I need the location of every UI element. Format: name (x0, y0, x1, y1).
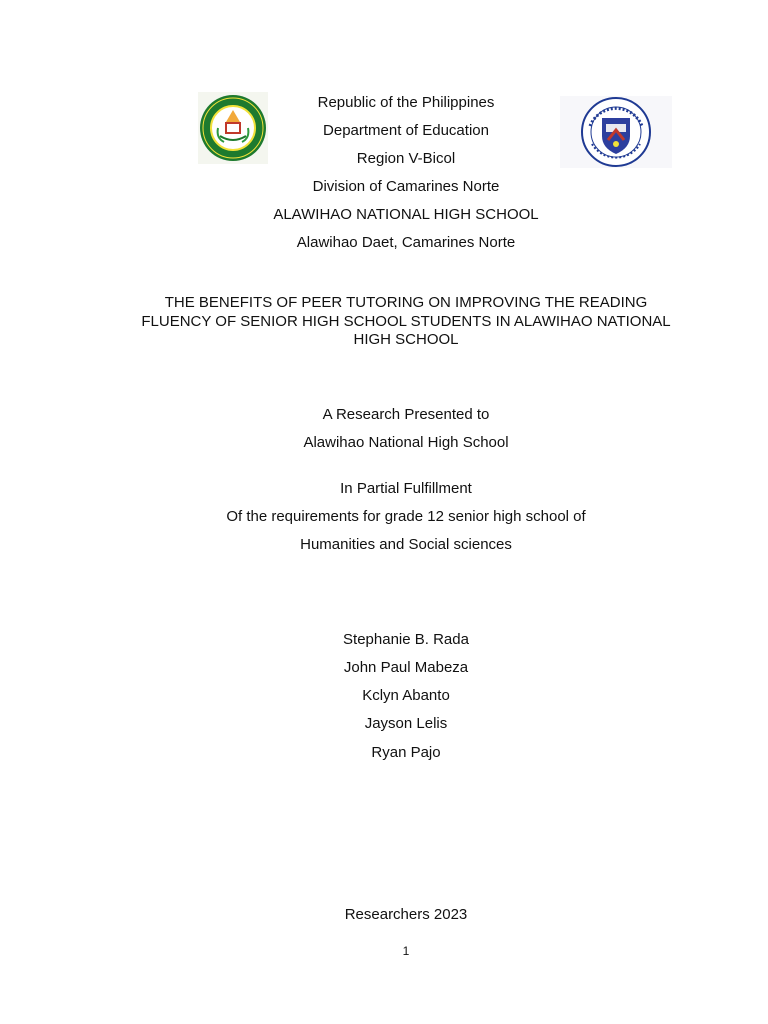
strand-line: Humanities and Social sciences (300, 536, 512, 553)
author-name: Ryan Pajo (371, 744, 441, 761)
header-line-republic: Republic of the Philippines (317, 94, 495, 111)
research-title: THE BENEFITS OF PEER TUTORING ON IMPROVING THE READING FLUENCY OF SENIOR HIGH SCHOOL STUDENTS IN ALAWIHAO NATIONAL HIGH SCHOOL (141, 294, 671, 348)
presented-to-school: Alawihao National High School (303, 434, 509, 451)
author-name: Jayson Lelis (364, 715, 448, 732)
header-line-region: Region V-Bicol (356, 150, 456, 167)
researchers-year: Researchers 2023 (344, 906, 468, 923)
header-line-department: Department of Education (323, 122, 489, 139)
author-name: John Paul Mabeza (343, 659, 469, 676)
fulfillment-line: In Partial Fulfillment (340, 480, 472, 497)
header-line-division: Division of Camarines Norte (312, 178, 500, 195)
author-name: Stephanie B. Rada (343, 631, 469, 648)
author-name: Kclyn Abanto (362, 687, 450, 704)
page-number: 1 (402, 944, 410, 958)
presented-to-line: A Research Presented to (322, 406, 490, 423)
header-line-school: ALAWIHAO NATIONAL HIGH SCHOOL (273, 206, 539, 223)
header-line-address: Alawihao Daet, Camarines Norte (296, 234, 516, 251)
requirements-line: Of the requirements for grade 12 senior high school of (226, 508, 586, 525)
